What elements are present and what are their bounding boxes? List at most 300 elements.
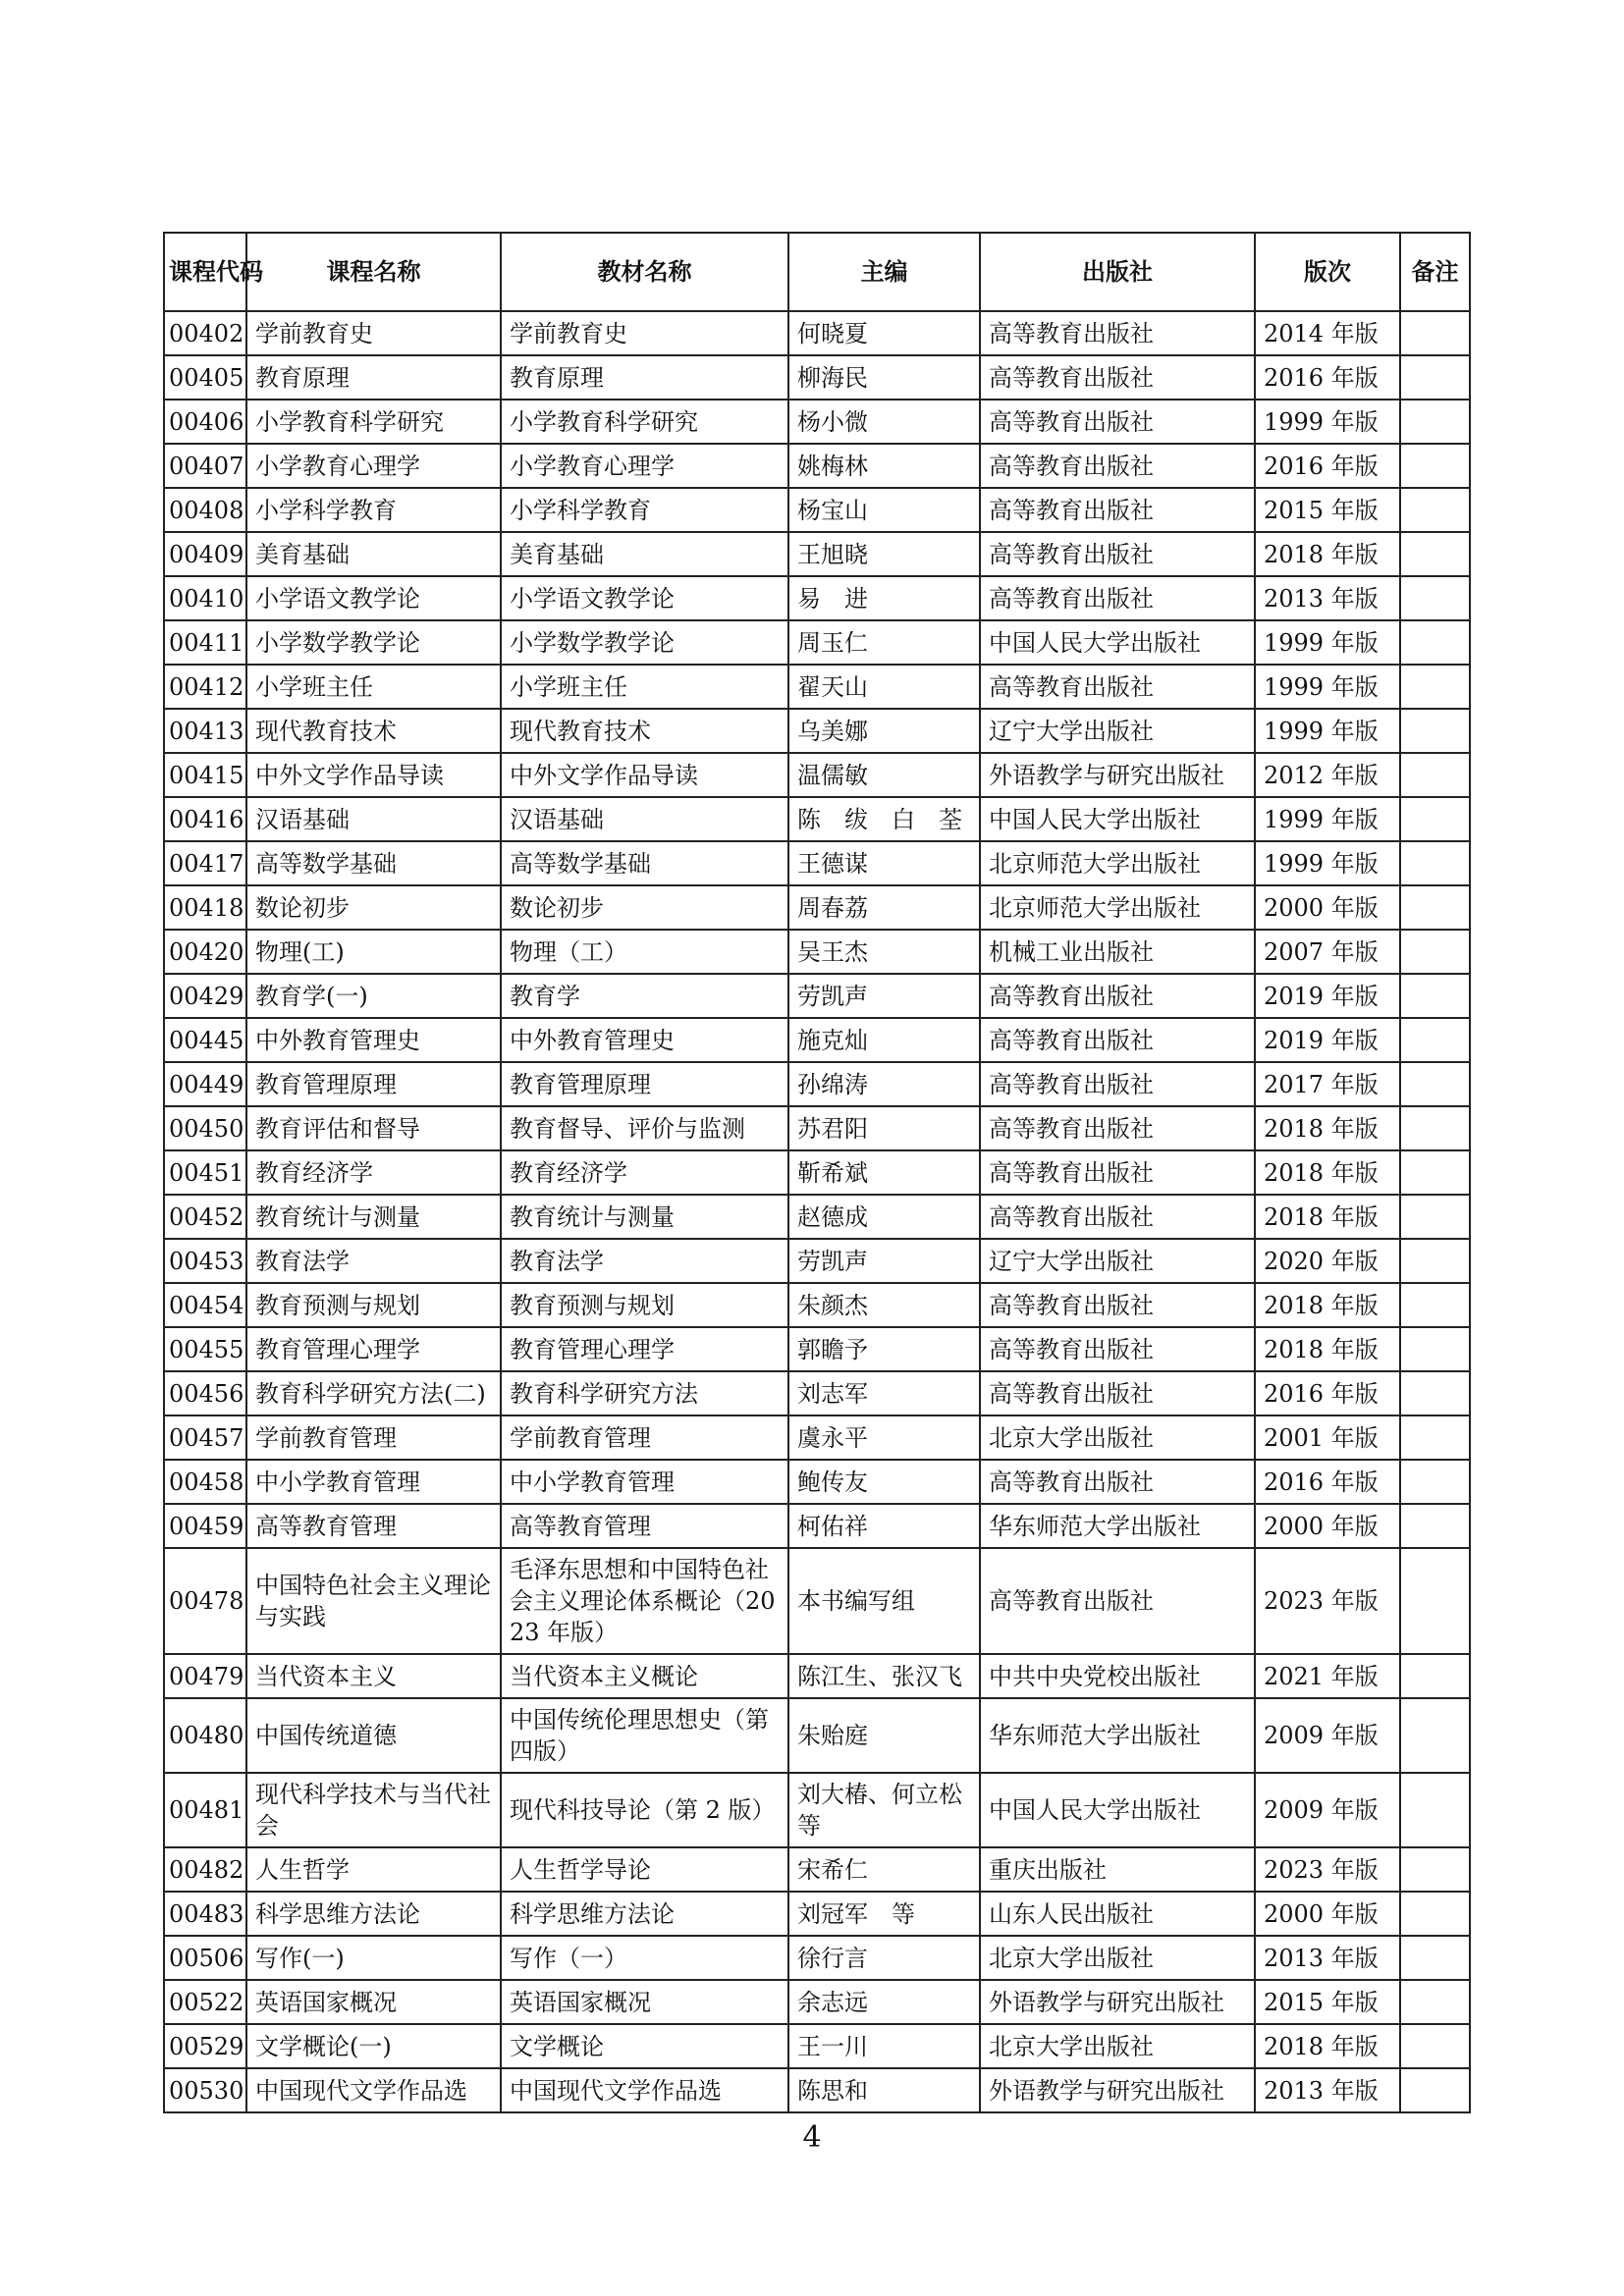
cell-course-code: 00506: [164, 1936, 246, 1980]
cell-textbook-name: 小学科学教育: [501, 488, 788, 532]
cell-notes: [1400, 1018, 1470, 1062]
cell-course-name: 中外文学作品导读: [246, 753, 501, 797]
cell-notes: [1400, 1548, 1470, 1654]
cell-publisher: 高等教育出版社: [980, 1371, 1255, 1415]
cell-course-name: 当代资本主义: [246, 1654, 501, 1698]
cell-editor: 柯佑祥: [788, 1504, 980, 1548]
cell-textbook-name: 教育原理: [501, 355, 788, 400]
cell-notes: [1400, 1106, 1470, 1150]
cell-course-code: 00458: [164, 1460, 246, 1504]
cell-publisher: 高等教育出版社: [980, 1195, 1255, 1239]
table-row: [164, 665, 1470, 709]
table-row: [164, 1460, 1470, 1504]
cell-publisher: 辽宁大学出版社: [980, 1239, 1255, 1283]
cell-notes: [1400, 1415, 1470, 1460]
cell-textbook-name: 汉语基础: [501, 797, 788, 841]
table-row: [164, 885, 1470, 930]
table-row: [164, 709, 1470, 753]
cell-course-code: 00480: [164, 1698, 246, 1773]
header-notes: 备注: [1400, 233, 1470, 311]
cell-course-code: 00412: [164, 665, 246, 709]
cell-textbook-name: 高等数学基础: [501, 841, 788, 885]
cell-notes: [1400, 444, 1470, 488]
cell-editor: 宋希仁: [788, 1847, 980, 1892]
cell-textbook-name: 中国传统伦理思想史（第四版）: [501, 1698, 788, 1773]
cell-textbook-name: 学前教育史: [501, 311, 788, 355]
cell-editor: 乌美娜: [788, 709, 980, 753]
cell-publisher: 高等教育出版社: [980, 576, 1255, 620]
cell-publisher: 高等教育出版社: [980, 974, 1255, 1018]
cell-publisher: 重庆出版社: [980, 1847, 1255, 1892]
cell-notes: [1400, 1980, 1470, 2024]
cell-course-name: 小学班主任: [246, 665, 501, 709]
table-row: [164, 1654, 1470, 1698]
cell-publisher: 中共中央党校出版社: [980, 1654, 1255, 1698]
table-row: [164, 797, 1470, 841]
cell-course-name: 教育统计与测量: [246, 1195, 501, 1239]
table-row: [164, 1106, 1470, 1150]
cell-edition: 2016 年版: [1255, 1460, 1400, 1504]
cell-publisher: 机械工业出版社: [980, 930, 1255, 974]
cell-course-name: 中国传统道德: [246, 1698, 501, 1773]
cell-publisher: 外语教学与研究出版社: [980, 1980, 1255, 2024]
cell-course-code: 00413: [164, 709, 246, 753]
table-row: [164, 1698, 1470, 1773]
cell-publisher: 华东师范大学出版社: [980, 1698, 1255, 1773]
cell-editor: 陈江生、张汉飞: [788, 1654, 980, 1698]
cell-publisher: 高等教育出版社: [980, 1460, 1255, 1504]
cell-publisher: 华东师范大学出版社: [980, 1504, 1255, 1548]
cell-edition: 2018 年版: [1255, 2024, 1400, 2068]
cell-course-code: 00529: [164, 2024, 246, 2068]
cell-course-name: 高等教育管理: [246, 1504, 501, 1548]
cell-notes: [1400, 753, 1470, 797]
cell-textbook-name: 教育统计与测量: [501, 1195, 788, 1239]
cell-edition: 1999 年版: [1255, 665, 1400, 709]
cell-publisher: 中国人民大学出版社: [980, 620, 1255, 665]
cell-course-code: 00409: [164, 532, 246, 576]
cell-editor: 刘大椿、何立松等: [788, 1773, 980, 1847]
cell-course-name: 物理(工): [246, 930, 501, 974]
cell-notes: [1400, 1062, 1470, 1106]
cell-course-name: 教育评估和督导: [246, 1106, 501, 1150]
cell-editor: 周春荔: [788, 885, 980, 930]
cell-notes: [1400, 1892, 1470, 1936]
cell-course-code: 00418: [164, 885, 246, 930]
cell-course-code: 00483: [164, 1892, 246, 1936]
cell-course-name: 教育管理心理学: [246, 1327, 501, 1371]
cell-course-name: 中国特色社会主义理论与实践: [246, 1548, 501, 1654]
table-row: [164, 1150, 1470, 1195]
table-row: [164, 576, 1470, 620]
cell-textbook-name: 物理（工）: [501, 930, 788, 974]
cell-textbook-name: 中小学教育管理: [501, 1460, 788, 1504]
table-row: [164, 1847, 1470, 1892]
cell-notes: [1400, 885, 1470, 930]
cell-textbook-name: 写作（一）: [501, 1936, 788, 1980]
cell-edition: 2019 年版: [1255, 974, 1400, 1018]
cell-course-name: 英语国家概况: [246, 1980, 501, 2024]
cell-editor: 余志远: [788, 1980, 980, 2024]
cell-course-code: 00415: [164, 753, 246, 797]
cell-editor: 姚梅林: [788, 444, 980, 488]
cell-edition: 2018 年版: [1255, 1150, 1400, 1195]
cell-publisher: 高等教育出版社: [980, 665, 1255, 709]
cell-edition: 2018 年版: [1255, 532, 1400, 576]
cell-course-name: 小学教育科学研究: [246, 400, 501, 444]
cell-course-code: 00417: [164, 841, 246, 885]
cell-textbook-name: 现代科技导论（第 2 版）: [501, 1773, 788, 1847]
cell-editor: 周玉仁: [788, 620, 980, 665]
cell-notes: [1400, 1195, 1470, 1239]
cell-course-name: 科学思维方法论: [246, 1892, 501, 1936]
cell-editor: 劳凯声: [788, 974, 980, 1018]
cell-course-code: 00457: [164, 1415, 246, 1460]
cell-edition: 1999 年版: [1255, 709, 1400, 753]
cell-textbook-name: 人生哲学导论: [501, 1847, 788, 1892]
cell-edition: 2017 年版: [1255, 1062, 1400, 1106]
cell-course-code: 00452: [164, 1195, 246, 1239]
cell-publisher: 外语教学与研究出版社: [980, 753, 1255, 797]
cell-edition: 2019 年版: [1255, 1018, 1400, 1062]
cell-publisher: 中国人民大学出版社: [980, 797, 1255, 841]
cell-textbook-name: 英语国家概况: [501, 1980, 788, 2024]
cell-course-code: 00445: [164, 1018, 246, 1062]
cell-notes: [1400, 311, 1470, 355]
cell-edition: 2018 年版: [1255, 1106, 1400, 1150]
cell-editor: 鲍传友: [788, 1460, 980, 1504]
table-row: [164, 488, 1470, 532]
cell-textbook-name: 中外教育管理史: [501, 1018, 788, 1062]
cell-publisher: 高等教育出版社: [980, 355, 1255, 400]
table-row: [164, 2068, 1470, 2112]
cell-course-code: 00410: [164, 576, 246, 620]
table-row: [164, 753, 1470, 797]
cell-textbook-name: 文学概论: [501, 2024, 788, 2068]
cell-textbook-name: 小学数学教学论: [501, 620, 788, 665]
cell-textbook-name: 毛泽东思想和中国特色社会主义理论体系概论（2023 年版）: [501, 1548, 788, 1654]
cell-editor: 杨宝山: [788, 488, 980, 532]
cell-edition: 2020 年版: [1255, 1239, 1400, 1283]
cell-textbook-name: 教育经济学: [501, 1150, 788, 1195]
cell-editor: 王德谋: [788, 841, 980, 885]
cell-publisher: 高等教育出版社: [980, 400, 1255, 444]
cell-notes: [1400, 2024, 1470, 2068]
cell-edition: 2013 年版: [1255, 1936, 1400, 1980]
cell-edition: 2018 年版: [1255, 1283, 1400, 1327]
cell-course-code: 00420: [164, 930, 246, 974]
cell-course-code: 00530: [164, 2068, 246, 2112]
cell-edition: 1999 年版: [1255, 400, 1400, 444]
cell-course-name: 美育基础: [246, 532, 501, 576]
table-body: [164, 311, 1470, 2112]
cell-notes: [1400, 797, 1470, 841]
table-row: [164, 1415, 1470, 1460]
cell-edition: 2013 年版: [1255, 576, 1400, 620]
table-row: [164, 974, 1470, 1018]
table-row: [164, 841, 1470, 885]
cell-editor: 劳凯声: [788, 1239, 980, 1283]
cell-course-name: 数论初步: [246, 885, 501, 930]
cell-notes: [1400, 1654, 1470, 1698]
cell-publisher: 高等教育出版社: [980, 1327, 1255, 1371]
cell-edition: 2001 年版: [1255, 1415, 1400, 1460]
cell-course-name: 现代科学技术与当代社会: [246, 1773, 501, 1847]
cell-course-name: 学前教育史: [246, 311, 501, 355]
cell-course-code: 00482: [164, 1847, 246, 1892]
cell-publisher: 外语教学与研究出版社: [980, 2068, 1255, 2112]
cell-course-code: 00456: [164, 1371, 246, 1415]
cell-course-name: 中小学教育管理: [246, 1460, 501, 1504]
cell-course-name: 教育原理: [246, 355, 501, 400]
cell-edition: 1999 年版: [1255, 620, 1400, 665]
cell-textbook-name: 教育管理心理学: [501, 1327, 788, 1371]
cell-editor: 刘冠军 等: [788, 1892, 980, 1936]
cell-course-name: 高等数学基础: [246, 841, 501, 885]
cell-edition: 2016 年版: [1255, 355, 1400, 400]
table-row: [164, 1980, 1470, 2024]
cell-notes: [1400, 1283, 1470, 1327]
cell-course-code: 00478: [164, 1548, 246, 1654]
cell-edition: 2023 年版: [1255, 1847, 1400, 1892]
table-row: [164, 1062, 1470, 1106]
cell-textbook-name: 数论初步: [501, 885, 788, 930]
cell-notes: [1400, 488, 1470, 532]
cell-notes: [1400, 1327, 1470, 1371]
cell-textbook-name: 当代资本主义概论: [501, 1654, 788, 1698]
table-row: [164, 1018, 1470, 1062]
cell-publisher: 高等教育出版社: [980, 532, 1255, 576]
cell-editor: 易 进: [788, 576, 980, 620]
cell-textbook-name: 美育基础: [501, 532, 788, 576]
cell-course-code: 00453: [164, 1239, 246, 1283]
cell-publisher: 高等教育出版社: [980, 488, 1255, 532]
cell-publisher: 高等教育出版社: [980, 1548, 1255, 1654]
table-row: [164, 1283, 1470, 1327]
cell-notes: [1400, 2068, 1470, 2112]
cell-textbook-name: 中外文学作品导读: [501, 753, 788, 797]
cell-course-code: 00479: [164, 1654, 246, 1698]
cell-edition: 2021 年版: [1255, 1654, 1400, 1698]
cell-notes: [1400, 532, 1470, 576]
header-course-code: 课程代码: [164, 233, 246, 311]
cell-editor: 虞永平: [788, 1415, 980, 1460]
cell-course-name: 现代教育技术: [246, 709, 501, 753]
cell-notes: [1400, 930, 1470, 974]
cell-editor: 何晓夏: [788, 311, 980, 355]
cell-notes: [1400, 1371, 1470, 1415]
cell-publisher: 高等教育出版社: [980, 1018, 1255, 1062]
cell-editor: 王旭晓: [788, 532, 980, 576]
table-row: [164, 1239, 1470, 1283]
cell-edition: 2000 年版: [1255, 1892, 1400, 1936]
cell-textbook-name: 高等教育管理: [501, 1504, 788, 1548]
cell-editor: 靳希斌: [788, 1150, 980, 1195]
cell-editor: 陈 绂 白 荃: [788, 797, 980, 841]
cell-editor: 郭瞻予: [788, 1327, 980, 1371]
cell-edition: 1999 年版: [1255, 841, 1400, 885]
header-editor: 主编: [788, 233, 980, 311]
cell-notes: [1400, 1150, 1470, 1195]
cell-editor: 施克灿: [788, 1018, 980, 1062]
cell-publisher: 北京大学出版社: [980, 2024, 1255, 2068]
cell-editor: 本书编写组: [788, 1548, 980, 1654]
cell-textbook-name: 现代教育技术: [501, 709, 788, 753]
cell-course-code: 00416: [164, 797, 246, 841]
page-number: 4: [802, 2120, 822, 2155]
cell-course-name: 中外教育管理史: [246, 1018, 501, 1062]
cell-course-code: 00455: [164, 1327, 246, 1371]
cell-course-code: 00449: [164, 1062, 246, 1106]
cell-notes: [1400, 400, 1470, 444]
table-row: [164, 1892, 1470, 1936]
cell-notes: [1400, 1847, 1470, 1892]
cell-editor: 徐行言: [788, 1936, 980, 1980]
cell-publisher: 高等教育出版社: [980, 311, 1255, 355]
cell-edition: 2012 年版: [1255, 753, 1400, 797]
cell-textbook-name: 小学教育心理学: [501, 444, 788, 488]
table-row: [164, 1195, 1470, 1239]
cell-course-code: 00406: [164, 400, 246, 444]
cell-notes: [1400, 709, 1470, 753]
cell-edition: 2016 年版: [1255, 1371, 1400, 1415]
header-edition: 版次: [1255, 233, 1400, 311]
cell-publisher: 高等教育出版社: [980, 1283, 1255, 1327]
cell-course-name: 教育经济学: [246, 1150, 501, 1195]
cell-course-name: 人生哲学: [246, 1847, 501, 1892]
cell-course-code: 00454: [164, 1283, 246, 1327]
cell-notes: [1400, 665, 1470, 709]
cell-edition: 2009 年版: [1255, 1698, 1400, 1773]
cell-textbook-name: 教育学: [501, 974, 788, 1018]
cell-editor: 苏君阳: [788, 1106, 980, 1150]
cell-publisher: 北京大学出版社: [980, 1415, 1255, 1460]
cell-editor: 王一川: [788, 2024, 980, 2068]
cell-editor: 吴王杰: [788, 930, 980, 974]
cell-course-name: 教育科学研究方法(二): [246, 1371, 501, 1415]
cell-publisher: 高等教育出版社: [980, 1106, 1255, 1150]
cell-course-code: 00481: [164, 1773, 246, 1847]
table-row: [164, 400, 1470, 444]
cell-edition: 2015 年版: [1255, 488, 1400, 532]
header-course-name: 课程名称: [246, 233, 501, 311]
cell-textbook-name: 教育督导、评价与监测: [501, 1106, 788, 1150]
cell-textbook-name: 中国现代文学作品选: [501, 2068, 788, 2112]
cell-editor: 温儒敏: [788, 753, 980, 797]
cell-notes: [1400, 1698, 1470, 1773]
cell-course-code: 00407: [164, 444, 246, 488]
cell-course-code: 00451: [164, 1150, 246, 1195]
cell-notes: [1400, 974, 1470, 1018]
cell-publisher: 辽宁大学出版社: [980, 709, 1255, 753]
cell-publisher: 高等教育出版社: [980, 444, 1255, 488]
header-publisher: 出版社: [980, 233, 1255, 311]
cell-editor: 刘志军: [788, 1371, 980, 1415]
cell-textbook-name: 学前教育管理: [501, 1415, 788, 1460]
cell-edition: 2023 年版: [1255, 1548, 1400, 1654]
cell-edition: 2014 年版: [1255, 311, 1400, 355]
cell-textbook-name: 小学教育科学研究: [501, 400, 788, 444]
table-row: [164, 1773, 1470, 1847]
table-row: [164, 1327, 1470, 1371]
cell-notes: [1400, 355, 1470, 400]
cell-textbook-name: 教育预测与规划: [501, 1283, 788, 1327]
textbook-table: [163, 232, 1471, 2113]
cell-textbook-name: 科学思维方法论: [501, 1892, 788, 1936]
cell-course-name: 汉语基础: [246, 797, 501, 841]
cell-notes: [1400, 1460, 1470, 1504]
table-row: [164, 355, 1470, 400]
cell-publisher: 高等教育出版社: [980, 1150, 1255, 1195]
cell-edition: 2015 年版: [1255, 1980, 1400, 2024]
cell-edition: 2009 年版: [1255, 1773, 1400, 1847]
cell-notes: [1400, 1239, 1470, 1283]
cell-course-name: 小学数学教学论: [246, 620, 501, 665]
cell-edition: 2013 年版: [1255, 2068, 1400, 2112]
table-row: [164, 444, 1470, 488]
cell-course-name: 小学教育心理学: [246, 444, 501, 488]
cell-textbook-name: 教育法学: [501, 1239, 788, 1283]
cell-editor: 柳海民: [788, 355, 980, 400]
table-row: [164, 1936, 1470, 1980]
cell-textbook-name: 教育管理原理: [501, 1062, 788, 1106]
table-row: [164, 620, 1470, 665]
cell-course-code: 00459: [164, 1504, 246, 1548]
cell-edition: 2016 年版: [1255, 444, 1400, 488]
cell-textbook-name: 教育科学研究方法: [501, 1371, 788, 1415]
cell-edition: 2007 年版: [1255, 930, 1400, 974]
cell-course-name: 文学概论(一): [246, 2024, 501, 2068]
cell-publisher: 北京大学出版社: [980, 1936, 1255, 1980]
table-row: [164, 1504, 1470, 1548]
cell-edition: 2000 年版: [1255, 885, 1400, 930]
table-row: [164, 311, 1470, 355]
cell-editor: 孙绵涛: [788, 1062, 980, 1106]
table-row: [164, 1548, 1470, 1654]
cell-edition: 2000 年版: [1255, 1504, 1400, 1548]
cell-edition: 2018 年版: [1255, 1327, 1400, 1371]
cell-editor: 杨小微: [788, 400, 980, 444]
cell-course-code: 00411: [164, 620, 246, 665]
table-row: [164, 1371, 1470, 1415]
cell-edition: 1999 年版: [1255, 797, 1400, 841]
cell-notes: [1400, 620, 1470, 665]
cell-notes: [1400, 841, 1470, 885]
cell-course-name: 教育学(一): [246, 974, 501, 1018]
cell-editor: 翟天山: [788, 665, 980, 709]
cell-course-name: 教育管理原理: [246, 1062, 501, 1106]
cell-edition: 2018 年版: [1255, 1195, 1400, 1239]
table-row: [164, 930, 1470, 974]
cell-editor: 陈思和: [788, 2068, 980, 2112]
cell-course-name: 教育法学: [246, 1239, 501, 1283]
cell-publisher: 北京师范大学出版社: [980, 841, 1255, 885]
cell-course-code: 00522: [164, 1980, 246, 2024]
cell-textbook-name: 小学班主任: [501, 665, 788, 709]
cell-course-name: 学前教育管理: [246, 1415, 501, 1460]
cell-course-code: 00405: [164, 355, 246, 400]
cell-course-name: 写作(一): [246, 1936, 501, 1980]
cell-course-code: 00429: [164, 974, 246, 1018]
cell-notes: [1400, 576, 1470, 620]
cell-editor: 朱颜杰: [788, 1283, 980, 1327]
cell-publisher: 山东人民出版社: [980, 1892, 1255, 1936]
cell-notes: [1400, 1773, 1470, 1847]
cell-course-code: 00402: [164, 311, 246, 355]
cell-notes: [1400, 1504, 1470, 1548]
cell-notes: [1400, 1936, 1470, 1980]
cell-publisher: 北京师范大学出版社: [980, 885, 1255, 930]
